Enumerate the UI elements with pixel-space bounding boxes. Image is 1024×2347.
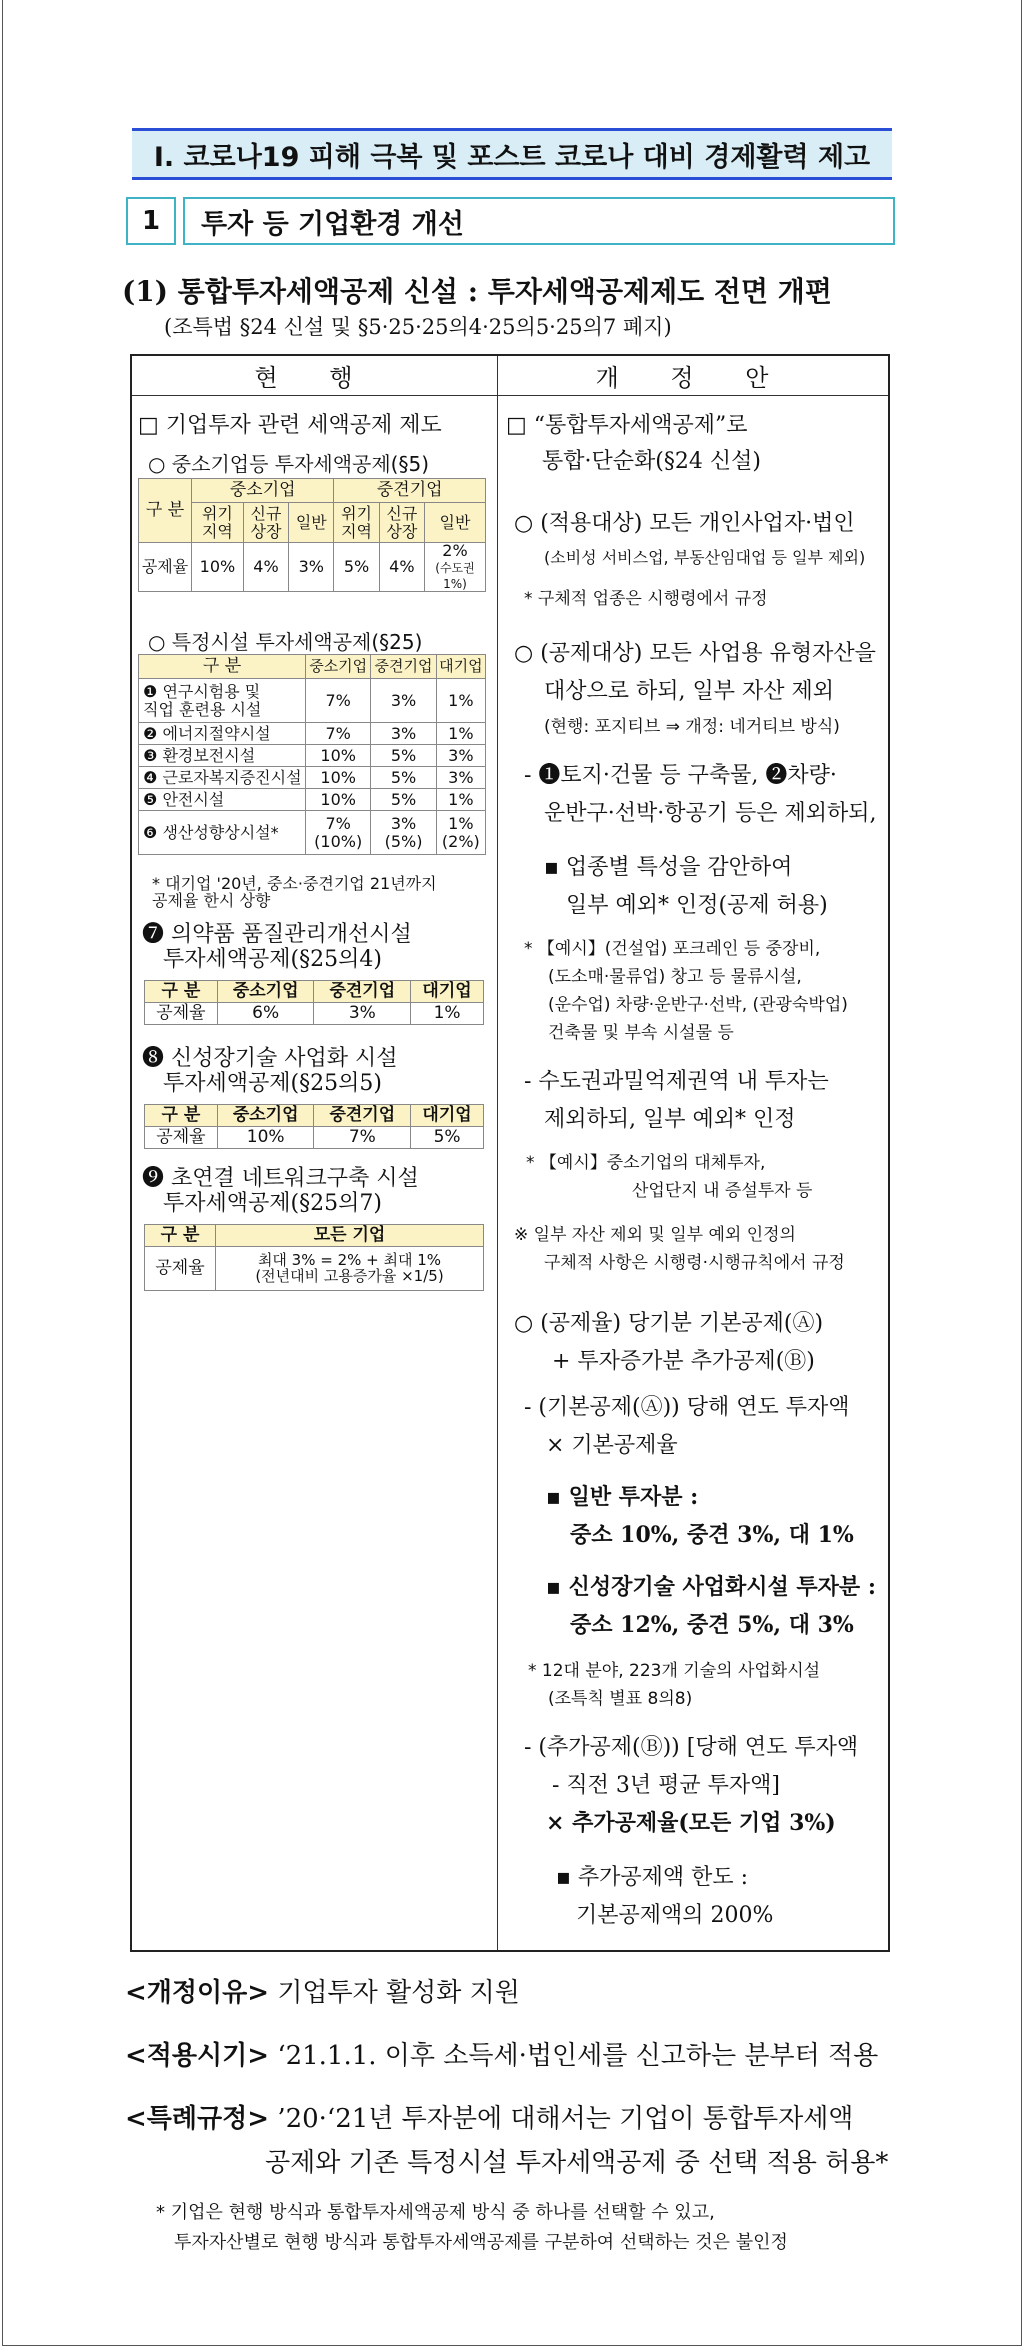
table-cell: 3% xyxy=(371,679,436,723)
revised-line: ○ (적용대상) 모든 개인사업자·법인 xyxy=(514,511,855,536)
left-heading: □ 기업투자 관련 세액공제 제도 xyxy=(138,413,442,438)
revised-line: 통합·단순화(§24 신설) xyxy=(542,449,761,474)
revised-line: - (기본공제(Ⓐ)) 당해 연도 투자액 xyxy=(524,1395,850,1420)
table-header: 구 분 xyxy=(145,981,218,1003)
table-cell: 7% xyxy=(306,679,371,723)
row-label: 공제율 xyxy=(139,543,192,592)
facility-name xyxy=(139,811,306,855)
table-cell: 10% xyxy=(192,543,244,592)
facility-name xyxy=(139,745,306,767)
table-cell: 5% xyxy=(334,543,379,592)
reason-text: 기업투자 활성화 지원 xyxy=(277,1978,520,2008)
comparison-table xyxy=(130,354,890,1952)
revised-line: ▪ 신성장기술 사업화시설 투자분 : xyxy=(546,1574,876,1600)
table-header: 중견기업 xyxy=(314,1105,411,1127)
sme-col-gubun: 구 분 xyxy=(139,479,192,543)
pharma-credit-table xyxy=(144,980,484,1025)
table-header: 대기업 xyxy=(436,655,485,679)
footnote-2: 투자자산별로 현행 방식과 통합투자세액공제를 구분하여 선택하는 것은 불인정 xyxy=(174,2232,788,2253)
pharma-credit-title: ❼ 의약품 품질관리개선시설 투자세액공제(§25의4) xyxy=(142,922,412,973)
mid-group-header: 중견기업 xyxy=(334,479,486,503)
revised-line: 중소 12%, 중견 5%, 대 3% xyxy=(570,1612,854,1638)
revised-line: - ❶토지·건물 등 구축물, ❷차량· xyxy=(524,763,837,788)
facility-name xyxy=(139,679,306,723)
header-current: 현 행 xyxy=(254,364,375,392)
revised-line: * 【예시】중소기업의 대체투자, xyxy=(526,1153,766,1173)
table-cell: 10% xyxy=(217,1127,314,1149)
revised-line: 산업단지 내 증설투자 등 xyxy=(632,1181,813,1201)
revised-line: ▪ 일반 투자분 : xyxy=(546,1484,699,1510)
table-cell: 3% (5%) xyxy=(371,811,436,855)
facility-label: 근로자복지증진시설 xyxy=(162,767,302,787)
special-text-1: ’20·‘21년 투자분에 대해서는 기업이 통합투자세액 xyxy=(277,2104,854,2134)
table-cell: 7% xyxy=(314,1127,411,1149)
table-cell: 10% xyxy=(306,767,371,789)
revised-line: 운반구·선박·항공기 등은 제외하되, xyxy=(544,801,877,826)
table-cell: 4% xyxy=(243,543,288,592)
chapter-title: Ⅰ. 코로나19 피해 극복 및 포스트 코로나 대비 경제활력 제고 xyxy=(132,128,892,180)
table-row xyxy=(139,789,486,811)
row-label: 공제율 xyxy=(145,1247,216,1291)
network-credit-title: ❾ 초연결 네트워크구축 시설 투자세액공제(§25의7) xyxy=(142,1166,419,1217)
table-cell: 7% (10%) xyxy=(306,811,371,855)
item-subtitle: (조특법 §24 신설 및 §5·25·25의4·25의5·25의7 폐지) xyxy=(164,315,672,339)
facility-credit-table xyxy=(138,654,486,855)
revised-line: - 직전 3년 평균 투자액] xyxy=(552,1773,781,1798)
row-label: 공제율 xyxy=(145,1003,218,1025)
revised-line: □ “통합투자세액공제”로 xyxy=(506,413,748,438)
revised-line: ※ 일부 자산 제외 및 일부 예외 인정의 xyxy=(514,1225,796,1245)
table-row xyxy=(139,811,486,855)
facility-label: 연구시험용 및 직업 훈련용 시설 xyxy=(143,681,262,719)
table-header: 구 분 xyxy=(145,1225,216,1247)
sme-credit-table xyxy=(138,478,486,592)
sub-header: 신규 상장 xyxy=(243,503,288,543)
table-cell: 3% xyxy=(371,723,436,745)
table-header: 대기업 xyxy=(411,1105,484,1127)
growth-credit-table xyxy=(144,1104,484,1149)
table-row xyxy=(139,745,486,767)
special-text-2: 공제와 기존 특정시설 투자세액공제 중 선택 적용 허용* xyxy=(265,2148,889,2178)
table-header: 중소기업 xyxy=(217,981,314,1003)
table-row xyxy=(139,679,486,723)
facility-mark: ❻ xyxy=(143,822,158,842)
revised-line: + 투자증가분 추가공제(Ⓑ) xyxy=(552,1349,815,1374)
revised-line: * 구체적 업종은 시행령에서 규정 xyxy=(524,589,768,609)
table-cell: 1% xyxy=(436,789,485,811)
section-number: 1 xyxy=(126,197,176,245)
table-cell: 3% xyxy=(314,1003,411,1025)
table-cell: 10% xyxy=(306,745,371,767)
revised-line: * 12대 분야, 223개 기술의 사업화시설 xyxy=(528,1661,821,1681)
revised-line: ▪ 추가공제액 한도 : xyxy=(556,1865,749,1890)
revised-line: 구체적 사항은 시행령·시행규칙에서 규정 xyxy=(544,1253,845,1273)
facility-name xyxy=(139,767,306,789)
table-header: 대기업 xyxy=(411,981,484,1003)
table-cell: 5% xyxy=(371,745,436,767)
apply-line xyxy=(125,2035,878,2072)
table-header: 구 분 xyxy=(145,1105,218,1127)
apply-text: ‘21.1.1. 이후 소득세·법인세를 신고하는 분부터 적용 xyxy=(277,2041,879,2071)
table-header: 중소기업 xyxy=(217,1105,314,1127)
item-title: (1) 통합투자세액공제 신설 : 투자세액공제제도 전면 개편 xyxy=(122,275,832,308)
revised-line: - 수도권과밀억제권역 내 투자는 xyxy=(524,1069,829,1094)
facility-label: 에너지절약시설 xyxy=(162,723,271,743)
network-credit-table xyxy=(144,1224,484,1291)
table-cell: 1% (2%) xyxy=(436,811,485,855)
reason-label: <개정이유> xyxy=(125,1978,270,2008)
row-label: 공제율 xyxy=(145,1127,218,1149)
reason-line xyxy=(125,1972,520,2009)
growth-credit-title: ❽ 신성장기술 사업화 시설 투자세액공제(§25의5) xyxy=(142,1046,398,1097)
revised-line: × 추가공제율(모든 기업 3%) xyxy=(546,1810,836,1836)
table-row xyxy=(139,767,486,789)
apply-label: <적용시기> xyxy=(125,2041,270,2071)
revised-line: (현행: 포지티브 ⇒ 개정: 네거티브 방식) xyxy=(544,717,840,737)
table-cell: 1% xyxy=(436,679,485,723)
revised-line: (소비성 서비스업, 부동산임대업 등 일부 제외) xyxy=(544,548,866,567)
facility-mark: ❹ xyxy=(143,767,158,787)
facility-name xyxy=(139,789,306,811)
revised-line: 건축물 및 부속 시설물 등 xyxy=(548,1023,734,1043)
table-cell: 10% xyxy=(306,789,371,811)
footnote-1: * 기업은 현행 방식과 통합투자세액공제 방식 중 하나를 선택할 수 있고, xyxy=(156,2202,715,2223)
table-header: 중소기업 xyxy=(306,655,371,679)
table-header: 구 분 xyxy=(139,655,306,679)
revised-line: 제외하되, 일부 예외* 인정 xyxy=(544,1107,796,1132)
special-line xyxy=(125,2098,853,2135)
table-row xyxy=(139,723,486,745)
sub-header: 신규 상장 xyxy=(379,503,424,543)
sub-header: 일반 xyxy=(425,503,486,543)
facility-mark: ❶ xyxy=(143,681,158,701)
revised-line: ○ (공제율) 당기분 기본공제(Ⓐ) xyxy=(514,1311,824,1336)
table-header: 중견기업 xyxy=(314,981,411,1003)
table-cell: 3% xyxy=(289,543,334,592)
revised-line: 기본공제액의 200% xyxy=(576,1903,774,1928)
table-cell: 6% xyxy=(217,1003,314,1025)
sub-header: 일반 xyxy=(289,503,334,543)
table-cell: 7% xyxy=(306,723,371,745)
table-cell-note: (수도권1%) xyxy=(435,561,475,591)
table-cell: 최대 3% = 2% + 최대 1% (전년대비 고용증가율 ×1/5) xyxy=(216,1247,484,1291)
facility-mark: ❷ xyxy=(143,723,158,743)
table-header: 중견기업 xyxy=(371,655,436,679)
table-cell: 5% xyxy=(411,1127,484,1149)
facility-label: 환경보전시설 xyxy=(162,745,256,765)
table-header: 모든 기업 xyxy=(216,1225,484,1247)
facility-mark: ❺ xyxy=(143,789,158,809)
table-cell: 3% xyxy=(436,745,485,767)
revised-line: (조특칙 별표 8의8) xyxy=(548,1689,693,1709)
section-title: 투자 등 기업환경 개선 xyxy=(183,197,895,245)
revised-line: * 【예시】(건설업) 포크레인 등 중장비, xyxy=(524,939,821,959)
facility-note: * 대기업 '20년, 중소·중견기업 21년까지 공제율 한시 상향 xyxy=(152,874,437,910)
revised-line: 대상으로 하되, 일부 자산 제외 xyxy=(544,679,834,704)
table-cell: 2% xyxy=(442,541,468,560)
table-cell: 5% xyxy=(371,767,436,789)
table-cell: 1% xyxy=(411,1003,484,1025)
facility-mark: ❸ xyxy=(143,745,158,765)
table-cell: 4% xyxy=(379,543,424,592)
facility-label: 생산성향상시설* xyxy=(162,822,279,842)
revised-line: ▪ 업종별 특성을 감안하여 xyxy=(544,855,793,880)
facility-label: 안전시설 xyxy=(162,789,225,809)
revised-line: (도소매·물류업) 창고 등 물류시설, xyxy=(548,967,802,987)
header-revised: 개 정 안 xyxy=(595,364,791,392)
sub-header: 위기 지역 xyxy=(334,503,379,543)
sme-group-header: 중소기업 xyxy=(192,479,334,503)
table-cell: 5% xyxy=(371,789,436,811)
revised-line: ○ (공제대상) 모든 사업용 유형자산을 xyxy=(514,641,876,666)
facility-credit-title: ○ 특정시설 투자세액공제(§25) xyxy=(148,630,423,654)
facility-name xyxy=(139,723,306,745)
revised-line: 일부 예외* 인정(공제 허용) xyxy=(566,893,828,918)
revised-line: 중소 10%, 중견 3%, 대 1% xyxy=(570,1522,854,1548)
sub-header: 위기 지역 xyxy=(192,503,244,543)
table-cell: 1% xyxy=(436,723,485,745)
table-cell: 3% xyxy=(436,767,485,789)
special-label: <특례규정> xyxy=(125,2104,270,2134)
revised-line: - (추가공제(Ⓑ)) [당해 연도 투자액 xyxy=(524,1735,859,1760)
revised-line: (운수업) 차량·운반구·선박, (관광숙박업) xyxy=(548,995,848,1015)
revised-line: × 기본공제율 xyxy=(546,1433,678,1458)
sme-credit-title: ○ 중소기업등 투자세액공제(§5) xyxy=(148,452,430,476)
